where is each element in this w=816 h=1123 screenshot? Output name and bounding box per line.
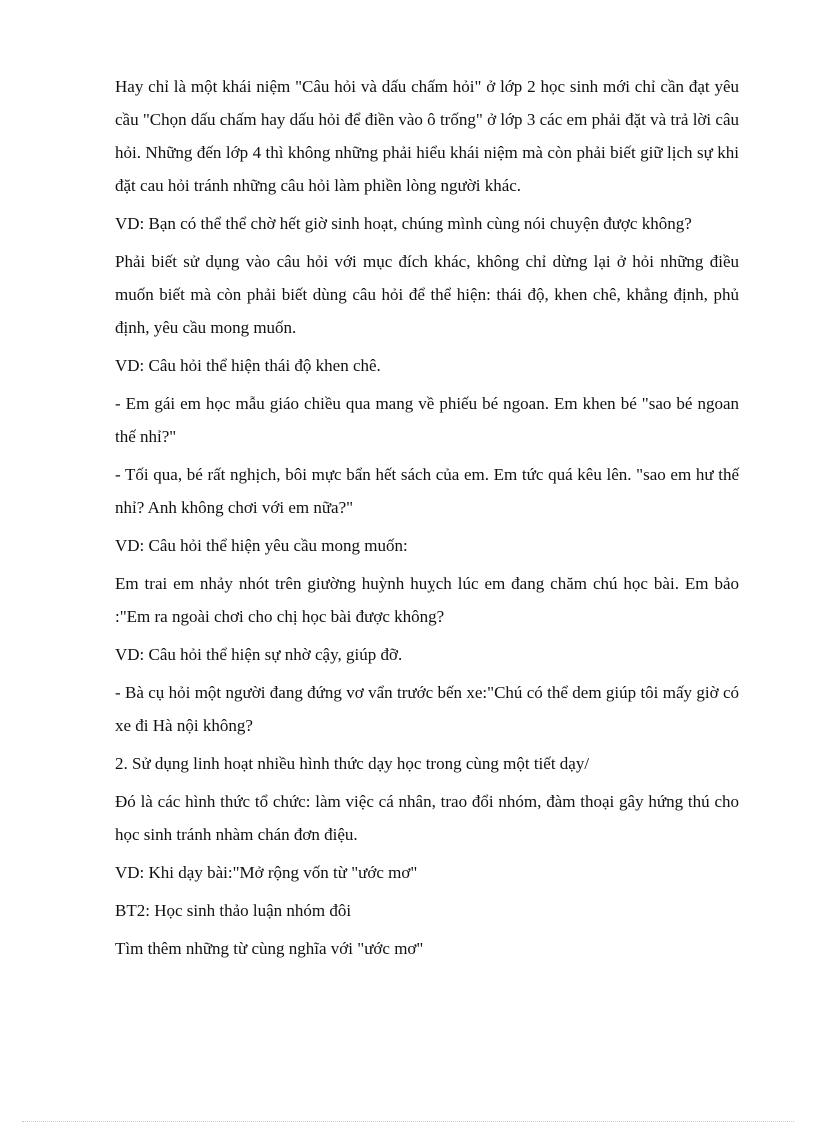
paragraph-example-praise: - Em gái em học mẫu giáo chiều qua mang về phiếu bé ngoan. Em khen bé "sao bé ngoan thế nhỉ?": [115, 394, 739, 446]
paragraph-teaching-forms: Đó là các hình thức tổ chức: làm việc cá nhân, trao đổi nhóm, đàm thoại gây hứng thú cho học sinh tránh nhàm chán đơn điệu.: [115, 792, 739, 844]
paragraph-example-lesson: VD: Khi dạy bài:"Mở rộng vốn từ "ước mơ": [115, 863, 418, 882]
paragraph-example-scold: - Tối qua, bé rất nghịch, bôi mực bẩn hết sách của em. Em tức quá kêu lên. "sao em hư thế nhỉ? Anh không chơi với em nữa?": [115, 465, 739, 517]
paragraph-exercise-2-task: Tìm thêm những từ cùng nghĩa với "ước mơ": [115, 939, 424, 958]
paragraph-question-purposes: Phải biết sử dụng vào câu hỏi với mục đích khác, không chỉ dừng lại ở hỏi những điều muốn biết mà còn phải biết dùng câu hỏi để thể hiện: thái độ, khen chê, khẳng định, phủ định, yêu cầu mong muốn.: [115, 252, 739, 337]
paragraph-example-help: - Bà cụ hỏi một người đang đứng vơ vẩn trước bến xe:"Chú có thể dem giúp tôi mấy giờ có xe đi Hà nội không?: [115, 683, 739, 735]
paragraph-exercise-2: BT2: Học sinh thảo luận nhóm đôi: [115, 901, 352, 920]
section-heading-teaching-forms: 2. Sử dụng linh hoạt nhiều hình thức dạy học trong cùng một tiết dạy/: [115, 754, 590, 773]
page-bottom-divider: [22, 1121, 794, 1122]
paragraph-example-polite-question: VD: Bạn có thể thể chờ hết giờ sinh hoạt, chúng mình cùng nói chuyện được không?: [115, 214, 692, 233]
paragraph-example-request: Em trai em nhảy nhót trên giường huỳnh huỵch lúc em đang chăm chú học bài. Em bảo :"Em ra ngoài chơi cho chị học bài được không?: [115, 574, 739, 626]
document-body: [115, 70, 739, 970]
paragraph-example-help-heading: VD: Câu hỏi thể hiện sự nhờ cậy, giúp đỡ.: [115, 645, 403, 664]
paragraph-example-praise-heading: VD: Câu hỏi thể hiện thái độ khen chê.: [115, 356, 381, 375]
paragraph-example-request-heading: VD: Câu hỏi thể hiện yêu cầu mong muốn:: [115, 536, 408, 555]
paragraph-intro: Hay chỉ là một khái niệm "Câu hỏi và dấu chấm hỏi" ở lớp 2 học sinh mới chỉ cần đạt yêu cầu "Chọn dấu chấm hay dấu hỏi để điền vào ô trống" ở lớp 3 các em phải đặt và trả lời câu hỏi. Những đến lớp 4 thì không những phải hiểu khái niệm mà còn phải biết giữ lịch sự khi đặt cau hỏi tránh những câu hỏi làm phiền lòng người khác.: [115, 77, 739, 195]
